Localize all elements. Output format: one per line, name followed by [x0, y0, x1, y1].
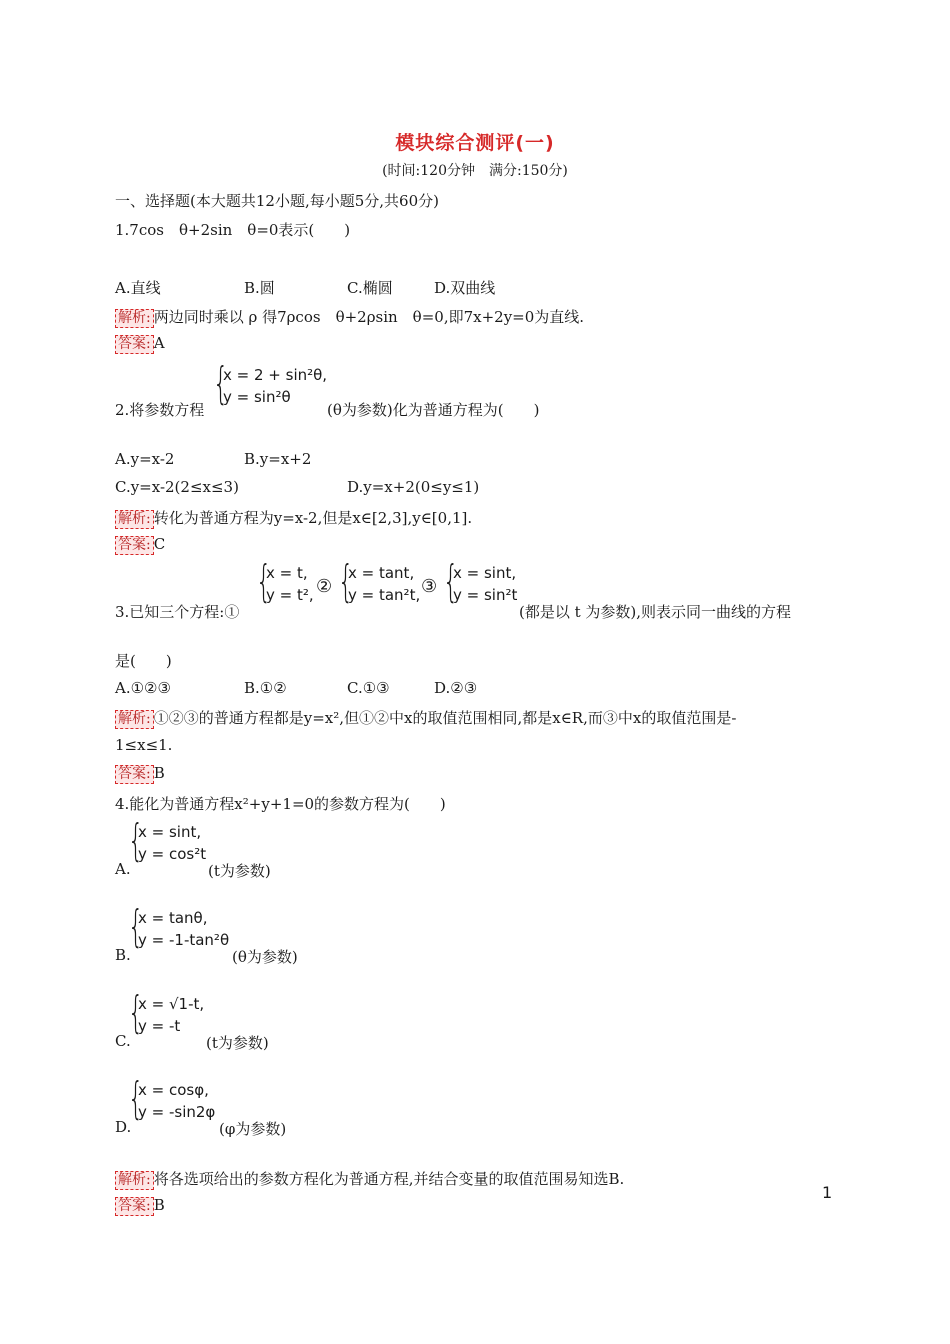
q3-answer-text: B: [153, 764, 165, 782]
q4-stem: 4.能化为普通方程x²+y+1=0的参数方程为( ): [115, 795, 446, 813]
q3-analysis: [115, 707, 736, 729]
q3-stem-line2: 是( ): [115, 652, 172, 670]
answer-tag: 答案:: [115, 536, 154, 555]
answer-tag: 答案:: [115, 335, 154, 354]
q2-option-b: B.y=x+2: [244, 450, 312, 468]
brace-icon: {: [213, 358, 229, 409]
brace-icon: {: [443, 556, 459, 607]
q4-analysis-text: 将各选项给出的参数方程化为普通方程,并结合变量的取值范围易知选B.: [153, 1170, 625, 1188]
brace-icon: {: [128, 815, 144, 866]
analysis-tag: 解析:: [115, 1171, 154, 1190]
q4-c-eq-x: x = √1-t,: [138, 995, 205, 1013]
q3-eq2-x: x = tant,: [348, 564, 415, 582]
q1-answer-text: A: [153, 334, 165, 352]
q4-c-eq-y: y = -t: [138, 1017, 181, 1035]
q4-b-eq-y: y = -1-tan²θ: [138, 931, 230, 949]
q3-stem-suffix: (都是以 t 为参数),则表示同一曲线的方程: [519, 603, 792, 621]
analysis-tag: 解析:: [115, 510, 154, 529]
q4-option-b-note: (θ为参数): [232, 948, 298, 966]
q4-option-d-label: D.: [115, 1118, 132, 1136]
q4-a-eq-x: x = sint,: [138, 823, 202, 841]
q1-option-c: C.椭圆: [347, 279, 393, 297]
q2-option-a: A.y=x-2: [115, 450, 175, 468]
q4-d-eq-y: y = -sin2φ: [138, 1103, 216, 1121]
q3-eq3-x: x = sint,: [453, 564, 517, 582]
q3-eq2-y: y = tan²t,: [348, 586, 421, 604]
q3-eq1-y: y = t²,: [266, 586, 314, 604]
q4-b-eq-x: x = tanθ,: [138, 909, 208, 927]
q2-eq-x: x = 2 + sin²θ,: [223, 366, 328, 384]
q1-answer: [115, 334, 165, 354]
q4-option-a-note: (t为参数): [208, 862, 271, 880]
q4-a-eq-y: y = cos²t: [138, 845, 207, 863]
q3-eq1-x: x = t,: [266, 564, 308, 582]
q3-option-d: D.②③: [434, 679, 478, 697]
q2-stem-suffix: (θ为参数)化为普通方程为( ): [327, 401, 540, 419]
brace-icon: {: [128, 901, 144, 952]
q3-analysis-line2: 1≤x≤1.: [115, 736, 173, 754]
q3-mark-3: ③: [421, 576, 438, 597]
q3-analysis-text: ①②③的普通方程都是y=x²,但①②中x的取值范围相同,都是x∈R,而③中x的取值范围是-: [153, 709, 737, 727]
q1-option-b: B.圆: [244, 279, 275, 297]
q1-option-d: D.双曲线: [434, 279, 496, 297]
q3-mark-2: ②: [316, 576, 333, 597]
q4-analysis: [115, 1168, 624, 1190]
answer-tag: 答案:: [115, 1197, 154, 1216]
q4-d-eq-x: x = cosφ,: [138, 1081, 209, 1099]
q3-eq3-y: y = sin²t: [453, 586, 518, 604]
q1-stem: 1.7cos θ+2sin θ=0表示( ): [115, 221, 351, 239]
page-title: 模块综合测评(一): [395, 132, 555, 154]
q4-option-a-label: A.: [115, 860, 131, 878]
q2-analysis-text: 转化为普通方程为y=x-2,但是x∈[2,3],y∈[0,1].: [153, 509, 473, 527]
q2-option-d: D.y=x+2(0≤y≤1): [347, 478, 480, 496]
q2-analysis: [115, 507, 472, 529]
q2-answer: [115, 535, 165, 555]
analysis-tag: 解析:: [115, 710, 154, 729]
q2-answer-text: C: [153, 535, 166, 553]
q3-answer: [115, 764, 165, 784]
page-subtitle: (时间:120分钟 满分:150分): [382, 163, 568, 179]
q3-stem-prefix: 3.已知三个方程:①: [115, 603, 240, 621]
q1-option-a: A.直线: [115, 279, 161, 297]
analysis-tag: 解析:: [115, 309, 154, 328]
q2-eq-y: y = sin²θ: [223, 388, 291, 406]
page-number: 1: [822, 1183, 833, 1202]
brace-icon: {: [128, 1073, 144, 1124]
q2-stem-prefix: 2.将参数方程: [115, 401, 205, 419]
brace-icon: {: [256, 556, 272, 607]
answer-tag: 答案:: [115, 765, 154, 784]
section-heading: 一、选择题(本大题共12小题,每小题5分,共60分): [115, 192, 439, 210]
q3-option-a: A.①②③: [115, 679, 171, 697]
q4-option-c-label: C.: [115, 1032, 131, 1050]
q1-analysis-text: 两边同时乘以 ρ 得7ρcos θ+2ρsin θ=0,即7x+2y=0为直线.: [153, 308, 585, 326]
q4-answer-text: B: [153, 1196, 165, 1214]
q4-option-b-label: B.: [115, 946, 131, 964]
q1-analysis: [115, 306, 584, 328]
q3-option-c: C.①③: [347, 679, 390, 697]
brace-icon: {: [128, 987, 144, 1038]
brace-icon: {: [338, 556, 354, 607]
q4-answer: [115, 1196, 165, 1216]
q4-option-d-note: (φ为参数): [219, 1120, 287, 1138]
q4-option-c-note: (t为参数): [206, 1034, 269, 1052]
q3-option-b: B.①②: [244, 679, 287, 697]
q2-option-c: C.y=x-2(2≤x≤3): [115, 478, 239, 496]
